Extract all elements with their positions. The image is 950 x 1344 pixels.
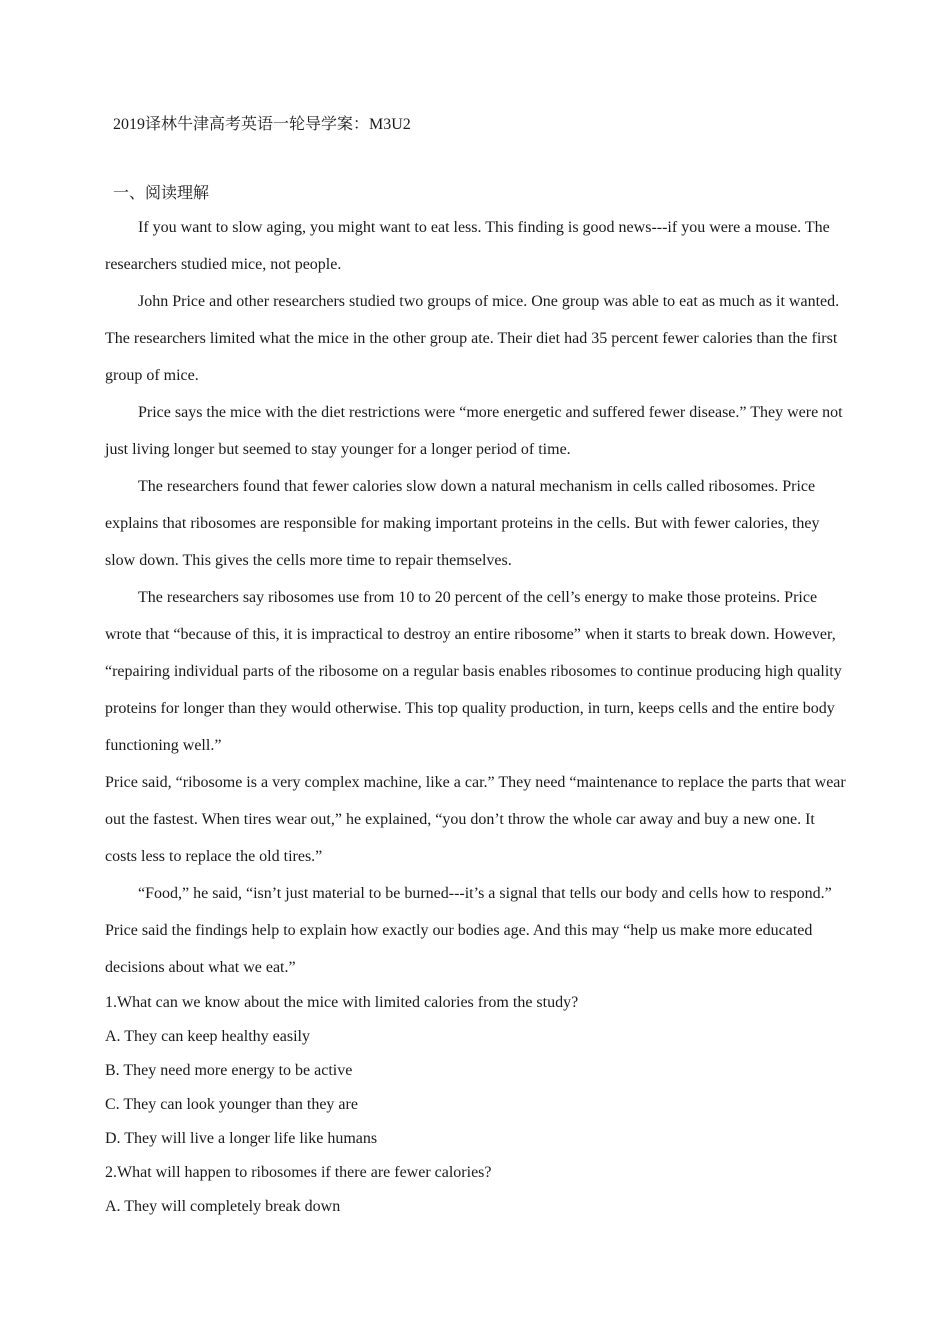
paragraph: If you want to slow aging, you might want to eat less. This finding is good news---if you were a mouse. The researchers studied mice, not people. (105, 219, 830, 273)
section-heading: 一、阅读理解 (113, 185, 210, 202)
paragraph: The researchers found that fewer calories slow down a natural mechanism in cells called ribosomes. Price explains that ribosomes are responsible for making important proteins in the cells. But with fewer calories, they slow down. This gives the cells more time to repair themselves. (105, 478, 820, 569)
paragraph: Price says the mice with the diet restrictions were “more energetic and suffered fewer disease.” They were not just living longer but seemed to stay younger for a longer period of time. (105, 404, 843, 458)
answer-option: A. They can keep healthy easily (105, 1028, 310, 1045)
answer-option: A. They will completely break down (105, 1198, 341, 1215)
paragraph: “Food,” he said, “isn’t just material to be burned---it’s a signal that tells our body and cells how to respond.” Price said the findings help to explain how exactly our bodies age. And this may “help us make more educated decisions about what we eat.” (105, 885, 832, 976)
paragraph: Price said, “ribosome is a very complex machine, like a car.” They need “maintenance to replace the parts that wear out the fastest. When tires wear out,” he explained, “you don’t throw the whole car away and buy a new one. It costs less to replace the old tires.” (105, 774, 846, 865)
question-block (105, 1156, 850, 1224)
question-stem: 1.What can we know about the mice with limited calories from the study? (105, 994, 579, 1011)
question-block (105, 986, 850, 1156)
answer-option: D. They will live a longer life like humans (105, 1130, 378, 1147)
answer-option: C. They can look younger than they are (105, 1096, 358, 1113)
document-title: 2019译林牛津高考英语一轮导学案：M3U2 (113, 116, 411, 133)
paragraph: John Price and other researchers studied two groups of mice. One group was able to eat as much as it wanted. The researchers limited what the mice in the other group ate. Their diet had 35 percent fewer calories than the first group of mice. (105, 293, 840, 384)
answer-option: B. They need more energy to be active (105, 1062, 353, 1079)
reading-passage (105, 209, 850, 1224)
paragraph: The researchers say ribosomes use from 10 to 20 percent of the cell’s energy to make those proteins. Price wrote that “because of this, it is impractical to destroy an entire ribosome” when it starts to break down. However, “repairing individual parts of the ribosome on a regular basis enables ribosomes to continue producing high quality proteins for longer than they would otherwise. This top quality production, in turn, keeps cells and the entire body functioning well.” (105, 589, 842, 754)
question-stem: 2.What will happen to ribosomes if there are fewer calories? (105, 1164, 492, 1181)
